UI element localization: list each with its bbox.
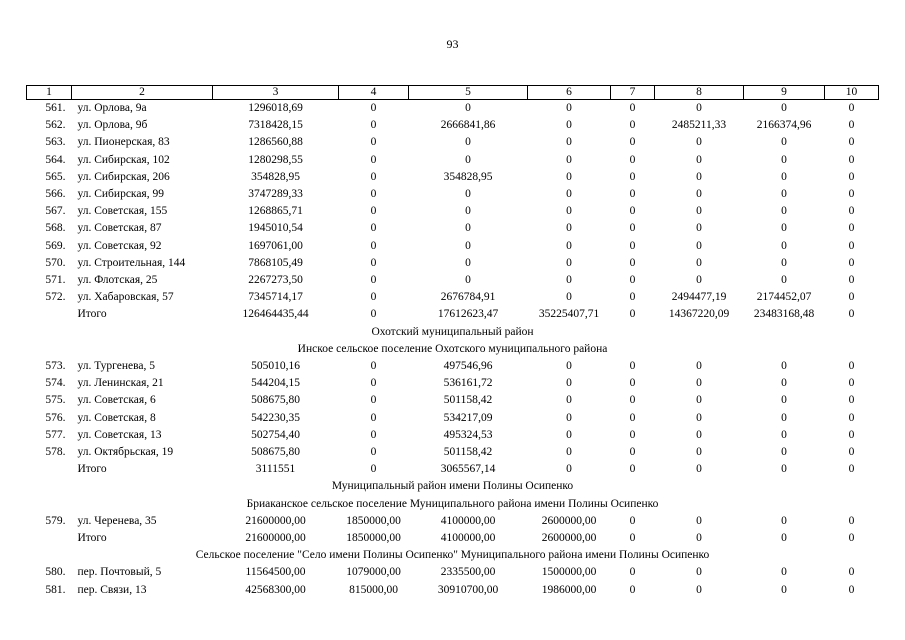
value-cell: 0	[629, 222, 636, 235]
value-cell: 0	[848, 136, 855, 149]
value-cell: 2166374,96	[756, 119, 812, 132]
value-cell: 0	[781, 205, 787, 218]
value-cell: 0	[696, 446, 702, 459]
value-cell: 0	[566, 411, 572, 424]
value-cell: 497546,96	[443, 360, 493, 373]
value-cell: 0	[465, 205, 471, 218]
value-cell: 542230,35	[251, 411, 300, 424]
data-table	[26, 85, 879, 599]
value-cell: 0	[848, 446, 855, 459]
value-cell: 0	[629, 428, 636, 441]
value-cell: 0	[848, 291, 855, 304]
value-cell: 501158,42	[443, 446, 493, 459]
value-cell: 0	[566, 291, 572, 304]
value-cell: 505010,16	[251, 360, 300, 373]
value-cell: 0	[465, 274, 471, 287]
row-number: 578.	[45, 446, 66, 459]
table-row	[27, 444, 879, 461]
row-number: 579.	[45, 514, 66, 527]
address-cell: ул. Советская, 6	[77, 394, 156, 407]
value-cell: 0	[696, 153, 702, 166]
section-heading: Муниципальный район имени Полины Осипенко	[331, 480, 574, 493]
value-cell: 0	[566, 119, 572, 132]
value-cell: 0	[696, 136, 702, 149]
value-cell: 536161,72	[443, 377, 493, 390]
value-cell: 0	[848, 256, 855, 269]
value-cell: 534217,09	[443, 411, 493, 424]
value-cell: 0	[370, 153, 377, 166]
value-cell: 0	[781, 428, 787, 441]
value-cell: 21600000,00	[245, 514, 306, 527]
value-cell: 0	[566, 205, 572, 218]
address-cell: ул. Советская, 87	[77, 222, 162, 235]
value-cell: 0	[566, 360, 572, 373]
value-cell: 0	[696, 170, 702, 183]
value-cell: 0	[848, 583, 855, 596]
address-cell: ул. Черенева, 35	[77, 514, 157, 527]
value-cell: 0	[629, 256, 636, 269]
row-number: 564.	[45, 153, 66, 166]
address-cell: пер. Связи, 13	[77, 583, 147, 596]
table-row	[27, 392, 879, 409]
address-cell: пер. Почтовый, 5	[77, 566, 162, 579]
value-cell: 0	[781, 274, 787, 287]
value-cell: 0	[696, 583, 702, 596]
value-cell: 0	[696, 222, 702, 235]
value-cell: 0	[848, 274, 855, 287]
value-cell: 0	[370, 188, 377, 201]
value-cell: 0	[848, 119, 855, 132]
value-cell: 1850000,00	[346, 532, 401, 545]
value-cell: 2600000,00	[541, 532, 597, 545]
value-cell: 0	[629, 170, 636, 183]
row-number: 573.	[45, 360, 66, 373]
value-cell: 1986000,00	[541, 583, 597, 596]
table-row	[27, 358, 879, 375]
table-row	[27, 289, 879, 306]
value-cell: 0	[848, 205, 855, 218]
value-cell: 0	[781, 463, 787, 476]
table-row	[27, 427, 879, 444]
value-cell: 0	[370, 119, 377, 132]
address-cell: ул. Советская, 92	[77, 239, 162, 252]
header-cell: 6	[528, 86, 611, 100]
value-cell: 0	[465, 136, 471, 149]
value-cell: 1945010,54	[248, 222, 303, 235]
value-cell: 501158,42	[443, 394, 493, 407]
value-cell: 0	[848, 239, 855, 252]
value-cell: 0	[566, 239, 572, 252]
page-number: 93	[446, 37, 459, 51]
address-cell: ул. Тургенева, 5	[77, 360, 155, 373]
table-row	[27, 134, 879, 151]
value-cell: 2174452,07	[756, 291, 812, 304]
value-cell: 0	[566, 394, 572, 407]
value-cell: 0	[696, 411, 702, 424]
row-number	[27, 461, 72, 478]
value-cell: 0	[696, 377, 702, 390]
value-cell: 0	[781, 394, 787, 407]
row-number: 565.	[45, 170, 66, 183]
section-heading-row	[27, 478, 879, 495]
value-cell: 11564500,00	[245, 566, 306, 579]
value-cell: 0	[629, 566, 636, 579]
value-cell: 0	[370, 136, 377, 149]
value-cell: 508675,80	[251, 394, 300, 407]
value-cell: 0	[781, 566, 787, 579]
value-cell: 0	[370, 222, 377, 235]
value-cell: 0	[629, 153, 636, 166]
value-cell: 354828,95	[251, 170, 300, 183]
value-cell: 0	[848, 170, 855, 183]
value-cell: 0	[696, 102, 702, 114]
table-row	[27, 582, 879, 599]
value-cell: 0	[629, 102, 636, 114]
row-number: 566.	[45, 188, 66, 201]
value-cell: 0	[848, 153, 855, 166]
value-cell: 0	[629, 532, 636, 545]
value-cell: 1268865,71	[248, 205, 303, 218]
value-cell: 0	[465, 153, 471, 166]
value-cell: 0	[465, 222, 471, 235]
header-cell: 3	[213, 86, 339, 100]
value-cell: 0	[566, 136, 572, 149]
value-cell: 0	[696, 532, 702, 545]
address-cell: Итого	[77, 308, 107, 321]
value-cell: 0	[629, 377, 636, 390]
row-number: 581.	[45, 583, 66, 596]
value-cell: 1079000,00	[346, 566, 401, 579]
address-cell: ул. Флотская, 25	[77, 274, 158, 287]
value-cell: 0	[370, 239, 377, 252]
table-row	[27, 564, 879, 581]
value-cell: 0	[370, 205, 377, 218]
address-cell: ул. Хабаровская, 57	[77, 291, 174, 304]
value-cell: 0	[370, 394, 377, 407]
value-cell: 495324,53	[443, 428, 493, 441]
table-row	[27, 255, 879, 272]
address-cell: ул. Орлова, 9а	[77, 102, 147, 114]
value-cell: 0	[696, 566, 702, 579]
value-cell: 0	[566, 377, 572, 390]
address-cell: ул. Сибирская, 206	[77, 170, 170, 183]
table-row	[27, 272, 879, 289]
value-cell: 0	[781, 256, 787, 269]
value-cell: 0	[566, 463, 572, 476]
value-cell: 1850000,00	[346, 514, 401, 527]
row-number: 562.	[45, 119, 66, 132]
row-number: 575.	[45, 394, 66, 407]
value-cell: 0	[629, 394, 636, 407]
value-cell: 0	[566, 153, 572, 166]
value-cell: 502754,40	[251, 428, 300, 441]
value-cell: 0	[629, 205, 636, 218]
value-cell: 0	[781, 136, 787, 149]
row-number: 561.	[45, 102, 66, 114]
value-cell: 0	[370, 170, 377, 183]
value-cell: 0	[696, 360, 702, 373]
value-cell: 0	[848, 360, 855, 373]
value-cell: 0	[370, 291, 377, 304]
section-heading: Охотский муниципальный район	[371, 325, 534, 338]
header-row	[27, 86, 879, 100]
value-cell: 0	[781, 411, 787, 424]
row-number: 567.	[45, 205, 66, 218]
value-cell: 0	[781, 170, 787, 183]
table-row	[27, 513, 879, 530]
value-cell: 17612623,47	[437, 308, 499, 321]
header-cell: 1	[27, 86, 72, 100]
value-cell: 4100000,00	[440, 532, 496, 545]
value-cell: 0	[566, 102, 572, 114]
section-heading: Бриаканское сельское поселение Муниципального района имени Полины Осипенко	[246, 497, 659, 510]
value-cell: 0	[370, 256, 377, 269]
value-cell: 2335500,00	[440, 566, 496, 579]
row-number: 571.	[45, 274, 66, 287]
address-cell: ул. Сибирская, 102	[77, 153, 170, 166]
header-cell: 7	[611, 86, 655, 100]
row-number: 574.	[45, 377, 66, 390]
table-row	[27, 410, 879, 427]
value-cell: 7868105,49	[248, 256, 303, 269]
address-cell: ул. Орлова, 9б	[77, 119, 148, 132]
row-number	[27, 306, 72, 323]
value-cell: 21600000,00	[245, 532, 306, 545]
value-cell: 0	[781, 514, 787, 527]
value-cell: 23483168,48	[753, 308, 815, 321]
value-cell: 0	[629, 411, 636, 424]
total-row	[27, 461, 879, 478]
value-cell: 0	[781, 377, 787, 390]
value-cell: 508675,80	[251, 446, 300, 459]
row-number: 580.	[45, 566, 66, 579]
address-cell: Итого	[77, 463, 107, 476]
value-cell: 0	[629, 239, 636, 252]
value-cell: 0	[696, 514, 702, 527]
value-cell: 1286560,88	[248, 136, 303, 149]
value-cell: 0	[465, 256, 471, 269]
value-cell: 0	[629, 188, 636, 201]
value-cell: 0	[781, 239, 787, 252]
value-cell: 544204,15	[251, 377, 300, 390]
header-cell: 8	[655, 86, 744, 100]
value-cell: 0	[370, 446, 377, 459]
address-cell: ул. Сибирская, 99	[77, 188, 164, 201]
value-cell: 0	[370, 308, 377, 321]
value-cell: 0	[629, 360, 636, 373]
value-cell: 2676784,91	[440, 291, 496, 304]
value-cell: 0	[465, 188, 471, 201]
value-cell: 0	[848, 532, 855, 545]
table-row	[27, 375, 879, 392]
value-cell: 0	[465, 239, 471, 252]
row-number: 569.	[45, 239, 66, 252]
value-cell: 0	[848, 308, 855, 321]
value-cell: 0	[848, 463, 855, 476]
value-cell: 3747289,33	[248, 188, 303, 201]
value-cell: 815000,00	[349, 583, 398, 596]
row-number	[27, 530, 72, 547]
value-cell: 2485211,33	[671, 119, 727, 132]
value-cell: 0	[629, 446, 636, 459]
value-cell: 0	[848, 377, 855, 390]
value-cell: 1500000,00	[541, 566, 597, 579]
value-cell: 1280298,55	[248, 153, 303, 166]
value-cell: 0	[566, 188, 572, 201]
value-cell: 0	[848, 222, 855, 235]
value-cell: 2267273,50	[248, 274, 303, 287]
value-cell: 0	[566, 274, 572, 287]
value-cell: 2494477,19	[671, 291, 727, 304]
value-cell: 0	[848, 514, 855, 527]
value-cell: 0	[370, 274, 377, 287]
section-heading-row	[27, 547, 879, 564]
value-cell: 0	[370, 377, 377, 390]
section-heading-row	[27, 341, 879, 358]
table-body	[27, 86, 879, 599]
table-row	[27, 186, 879, 203]
total-row	[27, 306, 879, 323]
value-cell: 0	[566, 446, 572, 459]
value-cell: 0	[465, 102, 471, 114]
value-cell: 0	[781, 583, 787, 596]
value-cell: 0	[370, 102, 377, 114]
value-cell: 0	[629, 136, 636, 149]
value-cell: 0	[696, 274, 702, 287]
value-cell: 30910700,00	[437, 583, 499, 596]
value-cell: 35225407,71	[538, 308, 600, 321]
address-cell: ул. Советская, 13	[77, 428, 162, 441]
value-cell: 0	[629, 514, 636, 527]
value-cell: 1296018,69	[248, 102, 303, 114]
value-cell: 1697061,00	[248, 239, 303, 252]
value-cell: 0	[781, 153, 787, 166]
row-number: 568.	[45, 222, 66, 235]
address-cell: ул. Советская, 8	[77, 411, 156, 424]
value-cell: 4100000,00	[440, 514, 496, 527]
value-cell: 7345714,17	[248, 291, 303, 304]
row-number: 577.	[45, 428, 66, 441]
value-cell: 0	[629, 291, 636, 304]
value-cell: 3065567,14	[440, 463, 496, 476]
header-cell: 9	[744, 86, 825, 100]
table-row	[27, 203, 879, 220]
row-number: 572.	[45, 291, 66, 304]
value-cell: 0	[696, 188, 702, 201]
address-cell: ул. Октябрьская, 19	[77, 446, 174, 459]
value-cell: 0	[696, 205, 702, 218]
row-number: 576.	[45, 411, 66, 424]
total-row	[27, 530, 879, 547]
value-cell: 0	[370, 428, 377, 441]
value-cell: 0	[848, 188, 855, 201]
value-cell: 0	[566, 428, 572, 441]
value-cell: 0	[781, 446, 787, 459]
value-cell: 0	[781, 360, 787, 373]
value-cell: 0	[370, 411, 377, 424]
value-cell: 0	[566, 256, 572, 269]
value-cell: 0	[848, 566, 855, 579]
value-cell: 0	[848, 394, 855, 407]
header-cell: 2	[72, 86, 213, 100]
value-cell: 0	[566, 170, 572, 183]
address-cell: ул. Ленинская, 21	[77, 377, 164, 390]
address-cell: Итого	[77, 532, 107, 545]
value-cell: 0	[696, 428, 702, 441]
value-cell: 0	[370, 463, 377, 476]
value-cell: 0	[370, 360, 377, 373]
address-cell: ул. Строительная, 144	[77, 256, 186, 269]
section-heading-row	[27, 324, 879, 341]
value-cell: 0	[848, 411, 855, 424]
header-cell: 5	[409, 86, 528, 100]
value-cell: 0	[629, 308, 636, 321]
value-cell: 7318428,15	[248, 119, 303, 132]
value-cell: 3111551	[255, 463, 296, 476]
value-cell: 0	[696, 256, 702, 269]
value-cell: 126464435,44	[242, 308, 309, 321]
section-heading: Инское сельское поселение Охотского муниципального района	[297, 342, 608, 355]
section-heading-row	[27, 496, 879, 513]
table-row	[27, 152, 879, 169]
value-cell: 0	[629, 119, 636, 132]
header-cell: 4	[339, 86, 409, 100]
value-cell: 0	[696, 239, 702, 252]
table-row	[27, 100, 879, 118]
value-cell: 0	[629, 463, 636, 476]
value-cell: 0	[629, 583, 636, 596]
value-cell: 354828,95	[443, 170, 493, 183]
value-cell: 2600000,00	[541, 514, 597, 527]
value-cell: 2666841,86	[440, 119, 496, 132]
section-heading: Сельское поселение "Село имени Полины Осипенко" Муниципального района имени Полины Осипенко	[195, 549, 710, 562]
table-row	[27, 117, 879, 134]
value-cell: 0	[696, 463, 702, 476]
value-cell: 0	[566, 222, 572, 235]
row-number: 570.	[45, 256, 66, 269]
value-cell: 0	[848, 428, 855, 441]
value-cell: 0	[781, 188, 787, 201]
value-cell: 0	[781, 222, 787, 235]
value-cell: 0	[629, 274, 636, 287]
row-number: 563.	[45, 136, 66, 149]
address-cell: ул. Советская, 155	[77, 205, 168, 218]
header-cell: 10	[825, 86, 879, 100]
value-cell: 42568300,00	[245, 583, 306, 596]
value-cell: 0	[781, 102, 787, 114]
value-cell: 0	[696, 394, 702, 407]
value-cell: 0	[781, 532, 787, 545]
table-row	[27, 220, 879, 237]
value-cell: 0	[848, 102, 855, 114]
table-row	[27, 238, 879, 255]
value-cell: 14367220,09	[668, 308, 730, 321]
table-row	[27, 169, 879, 186]
address-cell: ул. Пионерская, 83	[77, 136, 170, 149]
